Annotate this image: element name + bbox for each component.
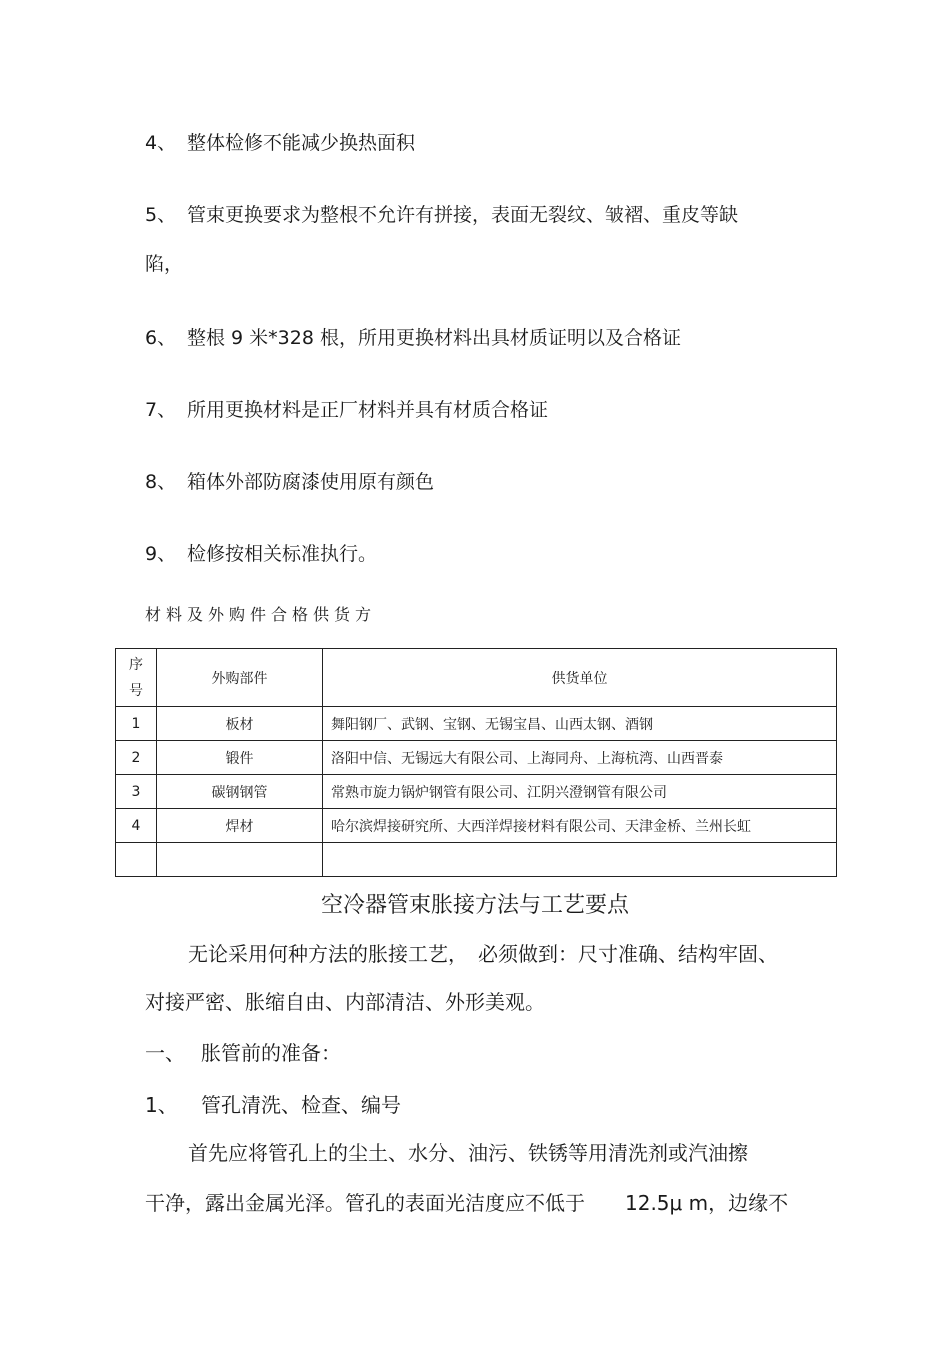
item-number: 4、 [145,132,177,154]
cell-supplier [323,843,837,877]
item-number: 6、 [145,327,177,349]
header-part: 外购部件 [157,649,323,707]
item-text: 整根 9 米*328 根，所用更换材料出具材质证明以及合格证 [187,327,681,349]
item-text: 检修按相关标准执行。 [187,543,378,565]
list-item-7 [145,398,548,422]
cell-supplier: 舞阳钢厂、武钢、宝钢、无锡宝昌、山西太钢、酒钢 [323,707,837,741]
item-number: 5、 [145,204,177,226]
item-number: 7、 [145,399,177,421]
subheading-text: 管孔清洗、检查、编号 [201,1093,401,1117]
table-row-empty [116,843,837,877]
cell-supplier: 常熟市旋力锅炉钢管有限公司、江阴兴澄钢管有限公司 [323,775,837,809]
header-supplier: 供货单位 [323,649,837,707]
table-row [116,707,837,741]
cell-seq: 2 [116,741,157,775]
cell-part: 碳钢钢管 [157,775,323,809]
item-number: 8、 [145,471,177,493]
heading-1 [145,1040,341,1066]
list-item-9 [145,542,377,566]
item-text: 所用更换材料是正厂材料并具有材质合格证 [187,399,549,421]
item-number: 9、 [145,543,177,565]
item-text: 管束更换要求为整根不允许有拼接，表面无裂纹、皱褶、重皮等缺 [187,204,739,226]
list-item-6 [145,326,681,350]
item-text: 箱体外部防腐漆使用原有颜色 [187,471,435,493]
item-text-continued: 陷， [145,253,184,275]
cell-seq: 3 [116,775,157,809]
cell-part: 板材 [157,707,323,741]
list-item-5 [145,203,738,227]
section-title: 空冷器管束胀接方法与工艺要点 [320,893,629,918]
list-item-4 [145,131,415,155]
intro-line-1: 无论采用何种方法的胀接工艺， 必须做到：尺寸准确、结构牢固、 [188,942,778,966]
table-header-row [116,649,837,707]
paragraph-line-2: 干净，露出金属光泽。管孔的表面光洁度应不低于 12.5μ m，边缘不 [145,1191,789,1215]
list-item-8 [145,470,434,494]
table-row [116,775,837,809]
table-caption: 材料及外购件合格供货方 [145,605,377,624]
header-seq: 序 号 [116,649,157,707]
subheading-1 [145,1092,401,1118]
cell-seq: 4 [116,809,157,843]
cell-part: 锻件 [157,741,323,775]
intro-line-2: 对接严密、胀缩自由、内部清洁、外形美观。 [145,990,545,1014]
heading-text: 胀管前的准备： [201,1041,341,1065]
cell-seq: 1 [116,707,157,741]
cell-part: 焊材 [157,809,323,843]
subheading-number: 1、 [145,1093,178,1117]
table-row [116,741,837,775]
paragraph-line-1: 首先应将管孔上的尘土、水分、油污、铁锈等用清洗剂或汽油擦 [188,1141,748,1165]
cell-part [157,843,323,877]
item-text: 整体检修不能减少换热面积 [187,132,416,154]
table-row [116,809,837,843]
supplier-table [115,648,837,877]
cell-supplier: 哈尔滨焊接研究所、大西洋焊接材料有限公司、天津金桥、兰州长虹 [323,809,837,843]
cell-supplier: 洛阳中信、无锡远大有限公司、上海同舟、上海杭湾、山西晋泰 [323,741,837,775]
list-item-5-continued [145,252,183,276]
heading-number: 一、 [145,1041,185,1065]
cell-seq [116,843,157,877]
